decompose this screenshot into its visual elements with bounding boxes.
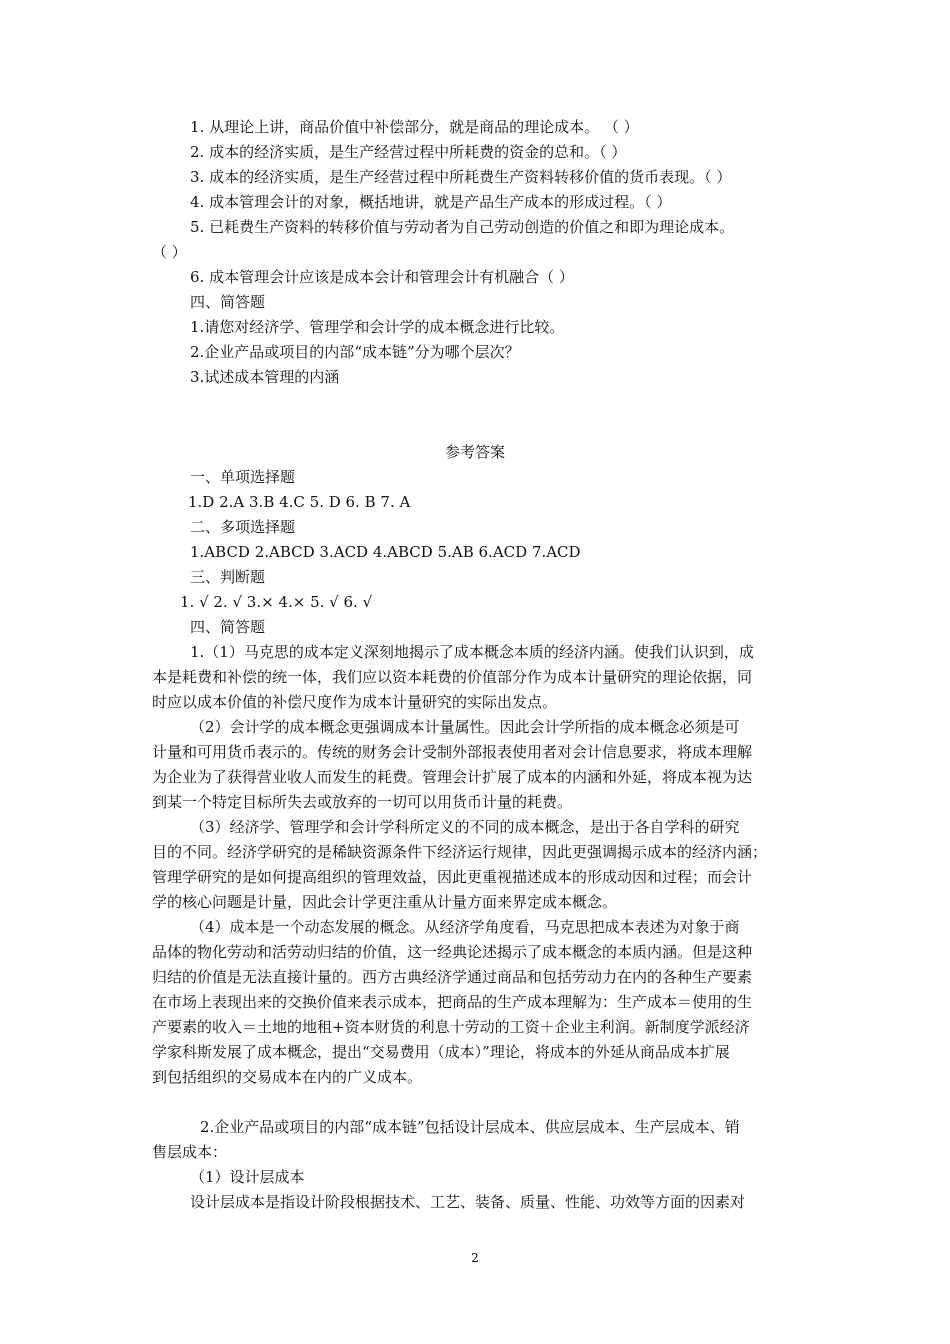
answer-1-para-3: 目的不同。经济学研究的是稀缺资源条件下经济运行规律，因此更强调揭示成本的经济内涵； [152,843,768,861]
answer-1-para-1: 1.（1）马克思的成本定义深刻地揭示了成本概念本质的经济内涵。使我们认识到，成 [190,643,754,661]
judgment-item-2: 2. 成本的经济实质，是生产经营过程中所耗费的资金的总和。（ ） [190,143,627,161]
question-2: 2.企业产品或项目的内部“成本链”分为哪个层次？ [190,343,520,361]
answer-1-para-3: 管理学研究的是如何提高组织的管理效益，因此更重视描述成本的形成动因和过程；而会计 [152,868,753,886]
heading-single-choice: 一、单项选择题 [190,468,296,486]
answer-1-para-1: 本是耗费和补偿的统一体，我们应以资本耗费的价值部分作为成本计量研究的理论依据，同 [152,668,753,686]
answer-1-para-3: （3）经济学、管理学和会计学科所定义的不同的成本概念，是出于各自学科的研究 [190,818,740,836]
answer-1-para-4: （4）成本是一个动态发展的概念。从经济学角度看，马克思把成本表述为对象于商 [190,918,740,936]
answer-2-subheading: （1）设计层成本 [190,1168,305,1186]
answer-1-para-4: 归结的价值是无法直接计量的。西方古典经济学通过商品和包括劳动力在内的各种生产要素 [152,968,753,986]
answer-1-para-4: 到包括组织的交易成本在内的广义成本。 [152,1068,423,1086]
question-3: 3.试述成本管理的内涵 [190,368,340,386]
answers-multiple-choice: 1.ABCD 2.ABCD 3.ACD 4.ABCD 5.AB 6.ACD 7.ACD [190,543,581,561]
question-1: 1.请您对经济学、管理学和会计学的成本概念进行比较。 [190,318,565,336]
judgment-item-6: 6. 成本管理会计应该是成本会计和管理会计有机融合（ ） [190,268,574,286]
page-number: 2 [471,1251,479,1265]
judgment-item-1: 1. 从理论上讲，商品价值中补偿部分，就是商品的理论成本。 （ ） [190,118,639,136]
answer-2-intro: 2.企业产品或项目的内部“成本链”包括设计层成本、供应层成本、生产层成本、销 [200,1118,740,1136]
answer-1-para-3: 学的核心问题是计量，因此会计学更注重从计量方面来界定成本概念。 [152,893,618,911]
answer-1-para-2: 计量和可用货币表示的。传统的财务会计受制外部报表使用者对会计信息要求，将成本理解 [152,743,753,761]
section-heading-short-answer: 四、简答题 [190,293,266,311]
answers-single-choice: 1.D 2.A 3.B 4.C 5. D 6. B 7. A [188,493,411,511]
judgment-item-3: 3. 成本的经济实质，是生产经营过程中所耗费生产资料转移价值的货币表现。（ ） [190,168,732,186]
answer-1-para-4: 学家科斯发展了成本概念，提出“交易费用（成本）”理论，将成本的外延从商品成本扩展 [152,1043,730,1061]
heading-multiple-choice: 二、多项选择题 [190,518,296,536]
answer-1-para-4: 产要素的收入＝土地的地租+资本财货的利息十劳动的工资＋企业主利润。新制度学派经济 [152,1018,750,1036]
answer-2-para: 设计层成本是指设计阶段根据技术、工艺、装备、质量、性能、功效等方面的因素对 [190,1193,746,1211]
judgment-item-5-bracket: （ ） [152,243,187,261]
answers-judgment: 1. √ 2. √ 3.× 4.× 5. √ 6. √ [180,593,373,611]
heading-judgment: 三、判断题 [190,568,266,586]
judgment-item-5: 5. 已耗费生产资料的转移价值与劳动者为自己劳动创造的价值之和即为理论成本。 [190,218,735,236]
answer-1-para-4: 品体的物化劳动和活劳动归结的价值，这一经典论述揭示了成本概念的本质内涵。但是这种 [152,943,753,961]
answer-1-para-4: 在市场上表现出来的交换价值来表示成本，把商品的生产成本理解为：生产成本＝使用的生 [152,993,753,1011]
answer-1-para-2: 到某一个特定目标所失去或放弃的一切可以用货币计量的耗费。 [152,793,573,811]
heading-short-answer-key: 四、简答题 [190,618,266,636]
judgment-item-4: 4. 成本管理会计的对象，概括地讲，就是产品生产成本的形成过程。（ ） [190,193,672,211]
answer-1-para-1: 时应以成本价值的补偿尺度作为成本计量研究的实际出发点。 [152,693,558,711]
answer-1-para-2: （2）会计学的成本概念更强调成本计量属性。因此会计学所指的成本概念必须是可 [190,718,740,736]
answer-2-intro: 售层成本： [152,1143,228,1161]
answer-1-para-2: 为企业为了获得营业收人而发生的耗费。管理会计扩展了成本的内涵和外延，将成本视为达 [152,768,753,786]
answer-key-title: 参考答案 [444,443,505,461]
